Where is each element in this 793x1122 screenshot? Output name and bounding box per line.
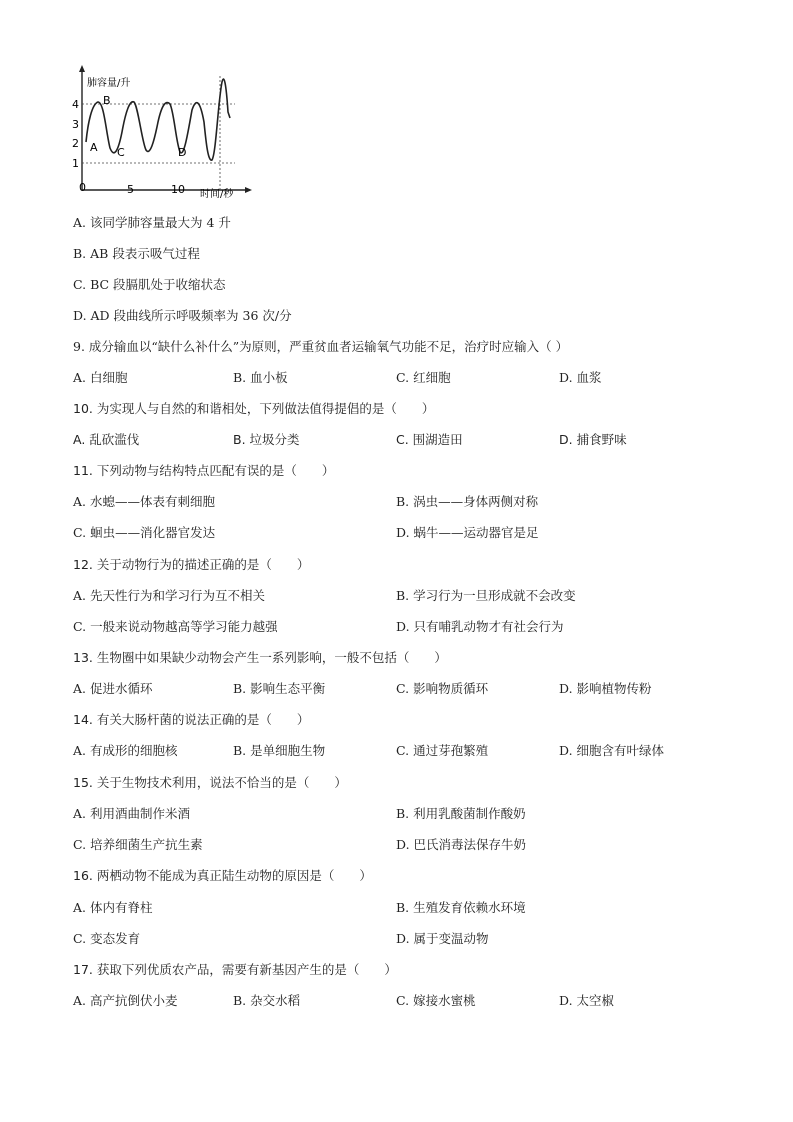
q13-option-a: A. 促进水循环 [73, 681, 153, 696]
q13-option-c: C. 影响物质循环 [396, 681, 489, 696]
q12-option-b: B. 学习行为一旦形成就不会改变 [396, 588, 576, 603]
point-a: A [90, 141, 98, 154]
q8-option-b: B. AB 段表示吸气过程 [73, 246, 200, 261]
q13-option-d: D. 影响植物传粉 [559, 681, 652, 696]
q17-option-a: A. 高产抗倒伏小麦 [73, 993, 178, 1008]
q16-option-b: B. 生殖发育依赖水环境 [396, 900, 526, 915]
q10-option-d: D. 捕食野味 [559, 432, 627, 447]
xtick-5: 5 [127, 183, 134, 196]
q10-option-a: A. 乱砍滥伐 [73, 432, 140, 447]
q9-option-c: C. 红细胞 [396, 370, 451, 385]
point-b: B [103, 94, 111, 107]
q15-option-b: B. 利用乳酸菌制作酸奶 [396, 806, 526, 821]
lung-volume-chart [70, 62, 260, 202]
q8-option-c: C. BC 段膈肌处于收缩状态 [73, 277, 226, 292]
q17-option-d: D. 太空椒 [559, 993, 615, 1008]
ytick-3: 3 [72, 118, 79, 131]
q8-option-a: A. 该同学肺容量最大为 4 升 [73, 215, 231, 230]
q16-option-a: A. 体内有脊柱 [73, 900, 153, 915]
q15-option-c: C. 培养细菌生产抗生素 [73, 837, 203, 852]
q14-option-c: C. 通过芽孢繁殖 [396, 743, 489, 758]
q10-option-c: C. 围湖造田 [396, 432, 463, 447]
q15-option-a: A. 利用酒曲制作米酒 [73, 806, 190, 821]
q15-stem: 15. 关于生物技术利用，说法不恰当的是（ ） [73, 775, 347, 790]
q16-stem: 16. 两栖动物不能成为真正陆生动物的原因是（ ） [73, 868, 372, 883]
q11-stem: 11. 下列动物与结构特点匹配有误的是（ ） [73, 463, 335, 478]
q16-option-d: D. 属于变温动物 [396, 931, 489, 946]
q14-option-b: B. 是单细胞生物 [233, 743, 326, 758]
q13-stem: 13. 生物圈中如果缺少动物会产生一系列影响，一般不包括（ ） [73, 650, 447, 665]
q14-option-d: D. 细胞含有叶绿体 [559, 743, 665, 758]
q12-option-d: D. 只有哺乳动物才有社会行为 [396, 619, 564, 634]
q10-option-b: B. 垃圾分类 [233, 432, 300, 447]
q11-option-d: D. 蜗牛——运动器官是足 [396, 525, 539, 540]
xtick-10: 10 [171, 183, 185, 196]
x-axis-arrow [245, 187, 252, 193]
q17-option-c: C. 嫁接水蜜桃 [396, 993, 476, 1008]
q15-option-d: D. 巴氏消毒法保存牛奶 [396, 837, 527, 852]
y-axis-label: 肺容量/升 [87, 78, 131, 89]
q11-option-b: B. 涡虫——身体两侧对称 [396, 494, 539, 509]
q12-option-c: C. 一般来说动物越高等学习能力越强 [73, 619, 278, 634]
q11-option-c: C. 蛔虫——消化器官发达 [73, 525, 216, 540]
q8-option-d: D. AD 段曲线所示呼吸频率为 36 次/分 [73, 308, 292, 323]
q10-stem: 10. 为实现人与自然的和谐相处，下列做法值得提倡的是（ ） [73, 401, 435, 416]
q14-stem: 14. 有关大肠杆菌的说法正确的是（ ） [73, 712, 310, 727]
q11-option-a: A. 水螅——体表有刺细胞 [73, 494, 215, 509]
point-d: D [178, 146, 187, 159]
x-axis-label: 时间/秒 [200, 189, 234, 200]
q9-option-b: B. 血小板 [233, 370, 288, 385]
ytick-4: 4 [72, 98, 79, 111]
point-c: C [117, 146, 125, 159]
xtick-0: 0 [79, 181, 86, 194]
y-axis-arrow [79, 65, 85, 72]
q13-option-b: B. 影响生态平衡 [233, 681, 326, 696]
q9-stem: 9. 成分输血以“缺什么补什么”为原则，严重贫血者运输氧气功能不足，治疗时应输入（ ） [73, 339, 569, 354]
q9-option-d: D. 血浆 [559, 370, 602, 385]
ytick-2: 2 [72, 137, 79, 150]
ytick-1: 1 [72, 157, 79, 170]
q17-option-b: B. 杂交水稻 [233, 993, 301, 1008]
q14-option-a: A. 有成形的细胞核 [73, 743, 178, 758]
q9-option-a: A. 白细胞 [73, 370, 128, 385]
lung-volume-curve [86, 79, 230, 160]
q17-stem: 17. 获取下列优质农产品，需要有新基因产生的是（ ） [73, 962, 397, 977]
q12-option-a: A. 先天性行为和学习行为互不相关 [73, 588, 265, 603]
q16-option-c: C. 变态发育 [73, 931, 141, 946]
q12-stem: 12. 关于动物行为的描述正确的是（ ） [73, 557, 310, 572]
